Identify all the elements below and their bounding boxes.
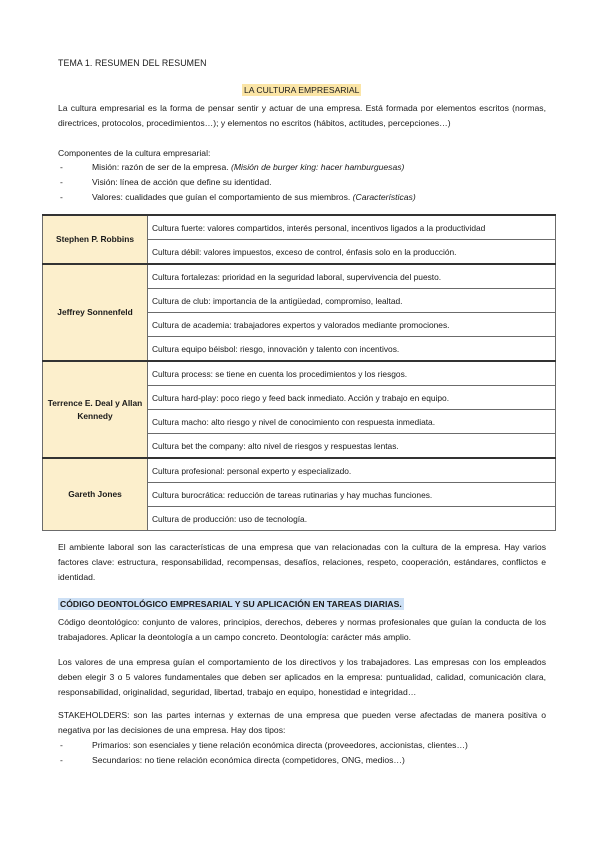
components-list (60, 160, 416, 205)
codigo-definition: Código deontológico: conjunto de valores, principios, derechos, deberes y normas profesionales que guían la conducta de los trabajadores. Aplicar la deontología a un campo concreto. Deontología: carácter más amplio. (58, 617, 546, 642)
culture-cell: Cultura equipo béisbol: riesgo, innovación y talento con incentivos. (148, 337, 556, 362)
author-cell: Stephen P. Robbins (43, 215, 148, 264)
culture-cell: Cultura de club: importancia de la antigüedad, compromiso, lealtad. (148, 289, 556, 313)
document-title: TEMA 1. RESUMEN DEL RESUMEN (58, 58, 207, 68)
culture-cell: Cultura bet the company: alto nivel de riesgos y respuestas lentas. (148, 434, 556, 459)
culture-cell: Cultura débil: valores impuestos, exceso de control, énfasis solo en la producción. (148, 240, 556, 265)
author-cell: Gareth Jones (43, 458, 148, 531)
culture-cell: Cultura de producción: uso de tecnología. (148, 507, 556, 531)
culture-cell: Cultura fuerte: valores compartidos, interés personal, incentivos ligados a la productividad (148, 215, 556, 240)
list-item: - Primarios: son esenciales y tiene relación económica directa (proveedores, accionistas, clientes…) (60, 740, 468, 750)
ambiente-paragraph: El ambiente laboral son las características de una empresa que van relacionadas con la cultura de la empresa. Hay varios factores clave: estructura, responsabilidad, recompensas, desafíos, relaciones, respeto, cooperación, estándares, conflictos e identidad. (58, 542, 546, 582)
list-item: - Valores: cualidades que guían el comportamiento de sus miembros. (Características) (60, 192, 416, 202)
cultura-intro: La cultura empresarial es la forma de pensar sentir y actuar de una empresa. Está formada por elementos escritos (normas, directrices, protocolos, procedimientos…); y elementos no escritos (hábitos, actitudes, percepciones…) (58, 103, 546, 128)
author-cell: Terrence E. Deal y Allan Kennedy (43, 361, 148, 458)
author-cell: Jeffrey Sonnenfeld (43, 264, 148, 361)
table-row (43, 361, 556, 386)
table-row (43, 264, 556, 289)
culture-cell: Cultura hard-play: poco riego y feed back inmediato. Acción y trabajo en equipo. (148, 386, 556, 410)
culture-cell: Cultura process: se tiene en cuenta los procedimientos y los riesgos. (148, 361, 556, 386)
valores-paragraph: Los valores de una empresa guían el comportamiento de los directivos y los trabajadores. Las empresas con los empleados deben elegir 3 o 5 valores fundamentales que deben ser aplicados en la empresa: puntualidad, calidad, comunicación clara, responsabilidad, originalidad, seguridad, libertad, trabajo en equipo, honestidad e integridad… (58, 657, 546, 697)
codigo-heading: CÓDIGO DEONTOLÓGICO EMPRESARIAL Y SU APLICACIÓN EN TAREAS DIARIAS. (60, 599, 402, 609)
culture-types-table (42, 214, 556, 531)
stakeholders-paragraph: STAKEHOLDERS: son las partes internas y externas de una empresa que pueden verse afectadas de manera positiva o negativa por las decisiones de una empresa. Hay dos tipos: (58, 710, 546, 735)
list-item: - Secundarios: no tiene relación económica directa (competidores, ONG, medios…) (60, 755, 405, 765)
stakeholder-types-list (60, 738, 468, 768)
culture-cell: Cultura de academia: trabajadores expertos y valorados mediante promociones. (148, 313, 556, 337)
table-row (43, 458, 556, 483)
components-label: Componentes de la cultura empresarial: (58, 148, 211, 158)
culture-cell: Cultura macho: alto riesgo y nivel de conocimiento con respuesta inmediata. (148, 410, 556, 434)
table-row (43, 215, 556, 240)
culture-cell: Cultura profesional: personal experto y especializado. (148, 458, 556, 483)
culture-cell: Cultura burocrática: reducción de tareas rutinarias y hay muchas funciones. (148, 483, 556, 507)
list-item: - Misión: razón de ser de la empresa. (Misión de burger king: hacer hamburguesas) (60, 162, 405, 172)
culture-cell: Cultura fortalezas: prioridad en la seguridad laboral, supervivencia del puesto. (148, 264, 556, 289)
cultura-heading: LA CULTURA EMPRESARIAL (244, 85, 360, 95)
list-item: - Visión: línea de acción que define su identidad. (60, 177, 272, 187)
